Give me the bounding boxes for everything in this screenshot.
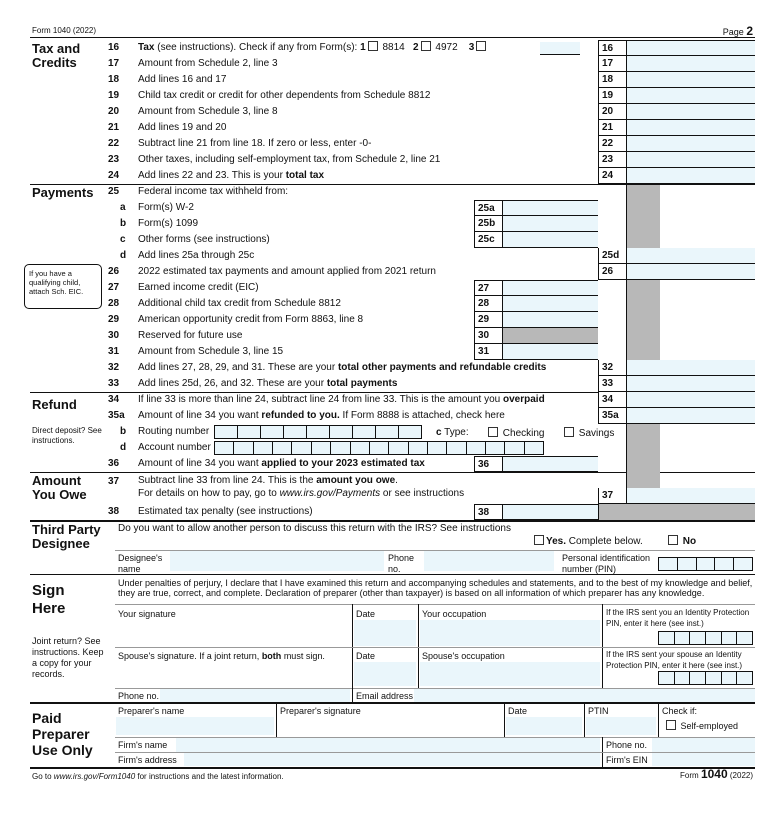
your-signature-label: Your signature — [118, 609, 176, 619]
line-20: 20 Amount from Schedule 3, line 8 — [108, 106, 278, 117]
line-34: 34 If line 33 is more than line 24, subtract line 24 from line 33. This is the amount you overpaid — [108, 394, 545, 405]
line-20-input[interactable] — [626, 104, 755, 120]
line-37: 37 Subtract line 33 from line 24. This is the amount you owe. For details on how to pay, go to www.irs.gov/Payments or see instructions — [108, 475, 465, 499]
line-30-reserved — [502, 328, 598, 344]
form-8814-checkbox[interactable] — [368, 41, 378, 51]
savings-checkbox[interactable] — [564, 427, 574, 437]
page-number: Page 2 — [722, 24, 753, 38]
ptin-input[interactable] — [586, 717, 656, 735]
line-25d-input[interactable] — [626, 248, 755, 264]
checking-option[interactable]: Checking — [486, 427, 544, 439]
designee-no-checkbox[interactable] — [668, 535, 678, 545]
line-16: 16 Tax (see instructions). Check if any from Form(s): 1 8814 2 4972 3 — [30, 40, 755, 56]
your-date-input[interactable] — [354, 620, 416, 646]
divider — [30, 574, 755, 575]
footer-form-id: Form 1040 (2022) — [680, 767, 753, 781]
firm-name-input[interactable] — [176, 738, 600, 752]
your-occupation-input[interactable] — [420, 620, 600, 646]
self-employed-checkbox[interactable] — [666, 720, 676, 730]
account-type-label: c Type: — [436, 427, 469, 438]
line-22-input[interactable] — [626, 136, 755, 152]
divider — [30, 702, 755, 704]
firm-address-input[interactable] — [184, 753, 600, 766]
form-label: Form 1040 (2022) — [32, 26, 97, 35]
line-36: 36 Amount of line 34 you want applied to your 2023 estimated tax — [108, 458, 425, 469]
routing-number-input[interactable] — [214, 425, 422, 439]
line-25c: c Other forms (see instructions) — [120, 234, 270, 245]
divider — [658, 703, 659, 737]
form-4972-checkbox[interactable] — [421, 41, 431, 51]
footer-link[interactable]: www.irs.gov/Form1040 — [53, 772, 136, 781]
preparer-date-input[interactable] — [506, 717, 582, 735]
divider — [352, 604, 353, 688]
divider — [30, 520, 755, 522]
spouse-signature-input[interactable] — [116, 662, 350, 686]
designee-name-label: Designee's name — [118, 553, 163, 574]
section-sign: Sign Here — [32, 582, 66, 617]
ip-pin-label: If the IRS sent you an Identity Protection PIN, enter it here (see inst.) — [606, 608, 750, 628]
line-35a-input[interactable] — [626, 408, 755, 424]
your-signature-input[interactable] — [116, 620, 350, 646]
line-37-input[interactable] — [626, 488, 755, 504]
line-30: 30 Reserved for future use — [108, 330, 243, 341]
joint-return-note: Joint return? See instructions. Keep a copy for your records. — [32, 636, 104, 679]
line-24: 24 Add lines 22 and 23. This is your total tax — [108, 170, 325, 181]
email-label: Email address — [356, 691, 414, 701]
designee-no[interactable]: No — [666, 535, 696, 547]
date-label: Date — [356, 609, 376, 619]
check-if-label: Check if: — [662, 706, 698, 716]
firm-phone-label: Phone no. — [606, 740, 648, 750]
firm-name-label: Firm's name — [118, 740, 168, 750]
line-21-input[interactable] — [626, 120, 755, 136]
section-refund: Refund — [32, 397, 77, 412]
divider — [276, 703, 277, 737]
line-35a: 35a Amount of line 34 you want refunded to you. If Form 8888 is attached, check here — [108, 410, 505, 421]
divider — [584, 703, 585, 737]
line-35b: b Routing number — [120, 426, 210, 437]
ptin-label: PTIN — [588, 706, 609, 716]
line-25a-input[interactable] — [502, 200, 598, 216]
designee-pin-input[interactable] — [658, 557, 753, 571]
line-19: 19 Child tax credit or credit for other dependents from Schedule 8812 — [108, 90, 431, 101]
divider — [30, 767, 755, 769]
line-29: 29 American opportunity credit from Form 8863, line 8 — [108, 314, 364, 325]
line-17-input[interactable] — [626, 56, 755, 72]
line-25: 25 Federal income tax withheld from: — [108, 186, 289, 197]
spouse-occupation-label: Spouse's occupation — [422, 651, 505, 661]
firm-phone-input[interactable] — [652, 738, 755, 752]
line-25d: d Add lines 25a through 25c — [120, 250, 255, 261]
line-18: 18 Add lines 16 and 17 — [108, 74, 227, 85]
savings-option[interactable]: Savings — [562, 427, 614, 439]
designee-phone-input[interactable] — [424, 551, 554, 571]
line-24-input[interactable] — [626, 168, 755, 184]
line-29-input[interactable] — [502, 312, 598, 328]
self-employed-option[interactable]: Self-employed — [664, 720, 738, 732]
spouse-signature-label: Spouse's signature. If a joint return, both must sign. — [118, 651, 325, 661]
line-22: 22 Subtract line 21 from line 18. If zero or less, enter -0- — [108, 138, 372, 149]
divider — [602, 604, 603, 688]
line-32: 32 Add lines 27, 28, 29, and 31. These are your total other payments and refundable credits — [108, 362, 547, 373]
divider — [418, 604, 419, 688]
line-25a: a Form(s) W-2 — [120, 202, 194, 213]
preparer-signature-input[interactable] — [278, 717, 502, 735]
line-18-input[interactable] — [626, 72, 755, 88]
firm-address-label: Firm's address — [118, 755, 177, 765]
line-32-input[interactable] — [626, 360, 755, 376]
divider — [115, 647, 755, 648]
other-form-input[interactable] — [540, 42, 580, 55]
designee-yes[interactable]: Yes. Complete below. — [532, 535, 643, 547]
line-36-input[interactable] — [502, 456, 598, 472]
designee-phone-label: Phone no. — [388, 553, 415, 574]
line-38: 38 Estimated tax penalty (see instructions) — [108, 506, 313, 517]
preparer-name-input[interactable] — [116, 717, 274, 735]
spouse-occupation-input[interactable] — [420, 662, 600, 686]
designee-yes-checkbox[interactable] — [534, 535, 544, 545]
line-23: 23 Other taxes, including self-employment tax, from Schedule 2, line 21 — [108, 154, 441, 165]
firm-ein-input[interactable] — [652, 753, 755, 766]
email-input[interactable] — [414, 689, 755, 702]
ip-pin-input[interactable] — [658, 631, 753, 645]
line-17: 17 Amount from Schedule 2, line 3 — [108, 58, 278, 69]
spouse-date-input[interactable] — [354, 662, 416, 686]
divider — [115, 604, 755, 605]
checking-checkbox[interactable] — [488, 427, 498, 437]
line-23-input[interactable] — [626, 152, 755, 168]
section-third-party: Third Party Designee — [32, 522, 101, 551]
section-payments: Payments — [32, 185, 94, 200]
section-tax-credits: Tax and Credits — [32, 41, 81, 70]
shaded-cell — [598, 504, 755, 520]
spouse-ip-pin-label: If the IRS sent your spouse an Identity Protection PIN, enter it here (see inst.) — [606, 650, 743, 670]
line-33-input[interactable] — [626, 376, 755, 392]
shaded-cell — [626, 472, 660, 488]
line-25b-input[interactable] — [502, 216, 598, 232]
firm-ein-label: Firm's EIN — [606, 755, 648, 765]
divider — [30, 37, 755, 38]
line-16-input[interactable] — [626, 40, 755, 56]
line-25b: b Form(s) 1099 — [120, 218, 199, 229]
preparer-date-label: Date — [508, 706, 528, 716]
form-3-checkbox[interactable] — [476, 41, 486, 51]
your-occupation-label: Your occupation — [422, 609, 487, 619]
line-26: 26 2022 estimated tax payments and amount applied from 2021 return — [108, 266, 436, 277]
spouse-date-label: Date — [356, 651, 376, 661]
divider — [504, 703, 505, 737]
line-21: 21 Add lines 19 and 20 — [108, 122, 227, 133]
line-28-input[interactable] — [502, 296, 598, 312]
designee-question: Do you want to allow another person to discuss this return with the IRS? See instructions — [118, 523, 511, 534]
eic-callout: If you have a qualifying child, attach Sch. EIC. — [24, 264, 102, 309]
line-38-input[interactable] — [502, 504, 598, 520]
line-33: 33 Add lines 25d, 26, and 32. These are your total payments — [108, 378, 398, 389]
line-34-input[interactable] — [626, 392, 755, 408]
phone-label: Phone no. — [118, 691, 160, 701]
section-preparer: Paid Preparer Use Only — [32, 710, 93, 758]
preparer-name-label: Preparer's name — [118, 706, 185, 716]
section-amount-owe: Amount You Owe — [32, 473, 87, 502]
divider — [352, 688, 353, 702]
line-27-input[interactable] — [502, 280, 598, 296]
preparer-signature-label: Preparer's signature — [280, 706, 361, 716]
line-26-input[interactable] — [626, 264, 755, 280]
direct-deposit-note: Direct deposit? See instructions. — [32, 426, 102, 445]
perjury-declaration: Under penalties of perjury, I declare that I have examined this return and accompanying schedules and statements, and to the best of my knowledge and belief, they are true, correct, and complete. Declaration of preparer (other than taxpayer) is based on all information of which preparer has any knowledge. — [118, 578, 753, 598]
line-35d: d Account number — [120, 442, 211, 453]
phone-input[interactable] — [160, 689, 350, 702]
line-25c-input[interactable] — [502, 232, 598, 248]
line-31: 31 Amount from Schedule 3, line 15 — [108, 346, 284, 357]
line-28: 28 Additional child tax credit from Schedule 8812 — [108, 298, 341, 309]
line-19-input[interactable] — [626, 88, 755, 104]
footer-note: Go to www.irs.gov/Form1040 for instructions and the latest information. — [32, 772, 284, 781]
designee-pin-label: Personal identification number (PIN) — [562, 553, 651, 574]
designee-name-input[interactable] — [170, 551, 384, 571]
form-page: Form 1040 (2022) Page 2 Tax and Credits 16 Tax (see instructions). Check if any from Form(s): 1 8814 2 4972 3 16 17 Amount from Schedule 2, line 3 17 18 Add lines 16 and 17 18 19 Child tax credit or credit for other dependents from Schedule 8812 19 20 Amount from Schedule 3, line 8 20 21 Add lines 19 and 20 21 22 Subtract line 21 from line 18. If zero or less, enter -0- 22 23 Other taxes, including self-employment tax, from Schedule 2, line 21 23 24 Add lines 22 and 23. This is your total tax 24 Payments 25 Federal income tax withheld from: a Form(s) W-2 25a b Form(s) 1099 25b c Other forms (see instructions) 25c d Add lines 25a through 25c 25d 26 2022 estimated tax payments and amount applied from 2021 return 26 If you have a qualifying child, attach Sch. EIC. 27 Earned income credit (EIC) 27 28 Additional child tax credit from Schedule 8812 28 29 American opportunity credit from Form 8863, line 8 29 30 Reserved for future use 30 31 Amount from Schedule 3, line 15 31 32 Add lines 27, 28, 29, and 31. These are your total other payments and refundable credits 32 33 Add lines 25d, 26, and 32. These are your total payments 33 Refund Direct deposit? See instructions. 34 If line 33 is more than line 24, subtract line 24 from line 33. This is the amount you overpaid 34 35a Amount of line 34 you want refunded to you. If Form 8888 is attached, check here 35a b Routing number c Type: Checking Savings d Account number 36 Amount of line 34 you want applied to your 2023 estimated tax 36 Amount You Owe 37 Subtract line 33 from line 24. This is the amount you owe. For details on how to pay, go to www.irs.gov/Payments or see instructions 37 38 Estimated tax penalty (see instructions) 38 Third Party Designee Do you want to allow another person to discuss this return with the IRS? See instructions Yes. Complete below. No Designee's name Phone no. Personal identification number (PIN) Sign Here Joint return? See instructions. Keep a copy for your records. Under penalties of perjury, I declare that I have examined this return and accompanying schedules and statements, and to the best of my knowledge and belief, they are true, correct, and complete. Declaration of preparer (other than taxpayer) is based on all information of which preparer has any knowledge. Your signature Date Your occupation If the IRS sent you an Identity Protection PIN, enter it here (see inst.) Spouse's signature. If a joint return, both must sign. Date Spouse's occupation If the IRS sent your spouse an Identity Protection PIN, enter it here (see inst.) Phone no. Email address Paid Preparer Use Only Preparer's name Preparer's signature Date PTIN Check if: Self-employed Firm's name Phone no. Firm's address Firm's EIN Go to www.irs.gov/Form1040 for instructions and the latest information. Form 1040 (2022) — [0, 0, 773, 825]
spouse-ip-pin-input[interactable] — [658, 671, 753, 685]
account-number-input[interactable] — [214, 441, 544, 455]
line-27: 27 Earned income credit (EIC) — [108, 282, 259, 293]
line-31-input[interactable] — [502, 344, 598, 360]
